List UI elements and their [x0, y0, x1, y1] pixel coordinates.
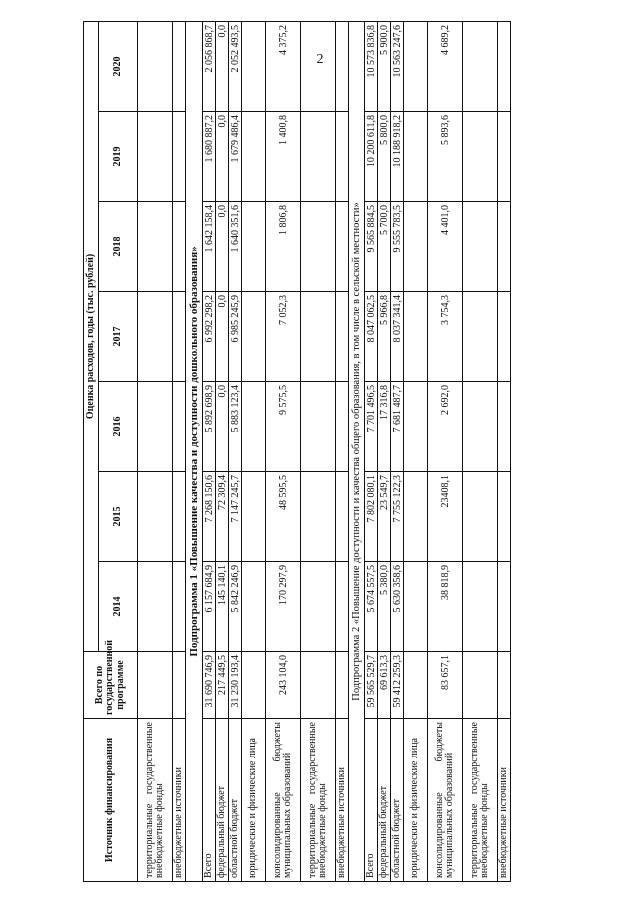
source-cell: федеральный бюджет [216, 719, 229, 882]
year-value-cell: 2 052 493,5 [229, 21, 242, 111]
year-value-cell: 5 800,0 [378, 112, 391, 202]
year-value-cell: 7 701 496,5 [365, 382, 378, 472]
year-value-cell [301, 562, 336, 652]
subprogram-1-row [186, 21, 203, 881]
year-value-cell [404, 112, 428, 202]
year-value-cell [242, 472, 266, 562]
year-value-cell [242, 292, 266, 382]
year-value-cell [336, 21, 349, 111]
year-value-cell [404, 202, 428, 292]
year-value-cell: 9 565 884,5 [365, 202, 378, 292]
year-value-cell [336, 382, 349, 472]
year-value-cell: 5 883 123,4 [229, 382, 242, 472]
year-value-cell [336, 292, 349, 382]
year-value-cell [404, 562, 428, 652]
total-cell: 59 565 529,7 [365, 652, 378, 719]
source-cell: областной бюджет [229, 719, 242, 882]
table-row [203, 21, 216, 881]
year-value-cell [498, 21, 511, 111]
year-value-cell [463, 562, 498, 652]
year-value-cell: 5 674 557,5 [365, 562, 378, 652]
total-cell [138, 652, 173, 719]
source-cell: Всего [203, 719, 216, 882]
year-value-cell: 0,0 [216, 112, 229, 202]
year-value-cell: 5 893,6 [428, 112, 463, 202]
year-value-cell: 8 037 341,4 [391, 292, 404, 382]
year-value-cell [242, 112, 266, 202]
year-value-cell [301, 472, 336, 562]
year-value-cell: 4 375,2 [266, 21, 301, 111]
source-cell: территориальные государственные внебюджетные фонды [463, 719, 498, 882]
source-cell: федеральный бюджет [378, 719, 391, 882]
year-value-cell [301, 382, 336, 472]
header-year: 2017 [99, 292, 138, 382]
year-value-cell: 3 754,3 [428, 292, 463, 382]
year-value-cell: 2 692,0 [428, 382, 463, 472]
year-value-cell: 1 400,8 [266, 112, 301, 202]
year-value-cell: 6 157 684,9 [203, 562, 216, 652]
source-cell: внебюджетные источники [498, 719, 511, 882]
table-row [301, 21, 336, 881]
total-cell: 83 657,1 [428, 652, 463, 719]
year-value-cell [404, 472, 428, 562]
year-value-cell [336, 562, 349, 652]
year-value-cell: 145 140,1 [216, 562, 229, 652]
subprogram-2-row [349, 21, 365, 881]
total-cell: 31 230 193,4 [229, 652, 242, 719]
table-row [498, 21, 511, 881]
year-value-cell [463, 202, 498, 292]
header-year: 2020 [99, 21, 138, 111]
table-row [391, 21, 404, 881]
year-value-cell: 7 755 122,3 [391, 472, 404, 562]
year-value-cell: 9 575,5 [266, 382, 301, 472]
year-value-cell [498, 382, 511, 472]
year-value-cell: 48 595,5 [266, 472, 301, 562]
year-value-cell: 7 147 245,7 [229, 472, 242, 562]
year-value-cell [498, 292, 511, 382]
table-row [242, 21, 266, 881]
year-value-cell [336, 202, 349, 292]
year-value-cell: 0,0 [216, 382, 229, 472]
year-value-cell [242, 562, 266, 652]
total-cell [242, 652, 266, 719]
year-value-cell [301, 292, 336, 382]
year-value-cell [463, 472, 498, 562]
subprogram-1-row-title: Подпрограмма 1 «Повышение качества и доступности дошкольного образования» [186, 21, 203, 881]
year-value-cell [173, 472, 186, 562]
year-value-cell: 5 966,8 [378, 292, 391, 382]
year-value-cell [138, 562, 173, 652]
source-cell: областной бюджет [391, 719, 404, 882]
year-value-cell: 9 555 783,5 [391, 202, 404, 292]
rotated-table-container [83, 22, 583, 882]
table-row [378, 21, 391, 881]
total-cell [301, 652, 336, 719]
year-value-cell: 1 642 158,4 [203, 202, 216, 292]
year-value-cell: 7 681 487,7 [391, 382, 404, 472]
year-value-cell [138, 292, 173, 382]
table-row [138, 21, 173, 881]
year-value-cell [173, 382, 186, 472]
year-value-cell: 4 401,0 [428, 202, 463, 292]
year-value-cell [463, 112, 498, 202]
year-value-cell: 23408,1 [428, 472, 463, 562]
table-row [365, 21, 378, 881]
table-row [266, 21, 301, 881]
header-total: Всего по государственной программе [84, 652, 138, 719]
year-value-cell: 1 679 486,4 [229, 112, 242, 202]
table-row [404, 21, 428, 881]
year-value-cell [138, 202, 173, 292]
year-value-cell [463, 292, 498, 382]
source-cell: консолидированные бюджеты муниципальных образований [266, 719, 301, 882]
total-cell [463, 652, 498, 719]
table-row [336, 21, 349, 881]
year-value-cell [173, 202, 186, 292]
funding-table [83, 21, 511, 882]
table-row [428, 21, 463, 881]
total-cell: 69 613,3 [378, 652, 391, 719]
year-value-cell: 1 640 351,6 [229, 202, 242, 292]
table-row [173, 21, 186, 881]
header-group-title: Оценка расходов, годы (тыс. рублей) [84, 21, 99, 651]
year-value-cell: 7 268 150,6 [203, 472, 216, 562]
total-cell: 59 412 259,3 [391, 652, 404, 719]
header-year: 2018 [99, 202, 138, 292]
year-value-cell: 10 573 836,8 [365, 21, 378, 111]
year-value-cell [301, 202, 336, 292]
total-cell: 217 449,5 [216, 652, 229, 719]
year-value-cell [404, 382, 428, 472]
year-value-cell: 1 806,8 [266, 202, 301, 292]
total-cell [336, 652, 349, 719]
total-cell [498, 652, 511, 719]
year-value-cell: 5 842 246,9 [229, 562, 242, 652]
header-year: 2014 [99, 562, 138, 652]
total-cell [404, 652, 428, 719]
year-value-cell [498, 112, 511, 202]
header-year: 2016 [99, 382, 138, 472]
source-cell: консолидированные бюджеты муниципальных образований [428, 719, 463, 882]
page-number: 2 [316, 52, 324, 67]
year-value-cell [404, 21, 428, 111]
year-value-cell [242, 202, 266, 292]
total-cell: 31 690 746,9 [203, 652, 216, 719]
header-year: 2015 [99, 472, 138, 562]
year-value-cell: 6 992 298,2 [203, 292, 216, 382]
year-value-cell: 5 900,0 [378, 21, 391, 111]
year-value-cell: 5 892 698,9 [203, 382, 216, 472]
year-value-cell: 1 680 887,2 [203, 112, 216, 202]
year-value-cell: 17 316,8 [378, 382, 391, 472]
year-value-cell: 0,0 [216, 292, 229, 382]
source-cell: юридические и физические лица [242, 719, 266, 882]
year-value-cell: 0,0 [216, 202, 229, 292]
year-value-cell: 2 056 868,7 [203, 21, 216, 111]
year-value-cell [138, 382, 173, 472]
year-value-cell [463, 382, 498, 472]
year-value-cell [498, 202, 511, 292]
year-value-cell: 72 309,4 [216, 472, 229, 562]
year-value-cell [173, 562, 186, 652]
year-value-cell [138, 21, 173, 111]
year-value-cell [138, 472, 173, 562]
source-cell: территориальные государственные внебюджетные фонды [138, 719, 173, 882]
source-cell: территориальные государственные внебюджетные фонды [301, 719, 336, 882]
year-value-cell: 38 818,9 [428, 562, 463, 652]
year-value-cell: 170 297,9 [266, 562, 301, 652]
source-cell: внебюджетные источники [336, 719, 349, 882]
total-cell: 243 104,0 [266, 652, 301, 719]
year-value-cell: 7 802 080,1 [365, 472, 378, 562]
source-cell: внебюджетные источники [173, 719, 186, 882]
year-value-cell: 5 630 358,6 [391, 562, 404, 652]
table-row [463, 21, 498, 881]
year-value-cell [336, 472, 349, 562]
year-value-cell [498, 472, 511, 562]
year-value-cell [173, 112, 186, 202]
header-source: Источник финансирования [84, 719, 138, 882]
year-value-cell [301, 21, 336, 111]
year-value-cell: 5 700,0 [378, 202, 391, 292]
year-value-cell [301, 112, 336, 202]
year-value-cell [463, 21, 498, 111]
year-value-cell [498, 562, 511, 652]
table-row [229, 21, 242, 881]
year-value-cell [173, 21, 186, 111]
year-value-cell: 0,0 [216, 21, 229, 111]
year-value-cell: 10 188 918,2 [391, 112, 404, 202]
year-value-cell [242, 21, 266, 111]
year-value-cell: 10 200 611,8 [365, 112, 378, 202]
table-row [216, 21, 229, 881]
year-value-cell [404, 292, 428, 382]
year-value-cell [138, 112, 173, 202]
source-cell: юридические и физические лица [404, 719, 428, 882]
year-value-cell: 7 052,3 [266, 292, 301, 382]
year-value-cell: 23 549,7 [378, 472, 391, 562]
total-cell [173, 652, 186, 719]
year-value-cell: 4 689,2 [428, 21, 463, 111]
year-value-cell [173, 292, 186, 382]
year-value-cell: 10 563 247,6 [391, 21, 404, 111]
year-value-cell: 6 985 245,9 [229, 292, 242, 382]
year-value-cell: 5 380,0 [378, 562, 391, 652]
year-value-cell: 8 047 062,5 [365, 292, 378, 382]
source-cell: Всего [365, 719, 378, 882]
header-year: 2019 [99, 112, 138, 202]
subprogram-2-row-title: Подпрограмма 2 «Повышение доступности и качества общего образования, в том числе в сельской местности» [349, 21, 365, 881]
year-value-cell [242, 382, 266, 472]
year-value-cell [336, 112, 349, 202]
table-body [138, 21, 511, 881]
